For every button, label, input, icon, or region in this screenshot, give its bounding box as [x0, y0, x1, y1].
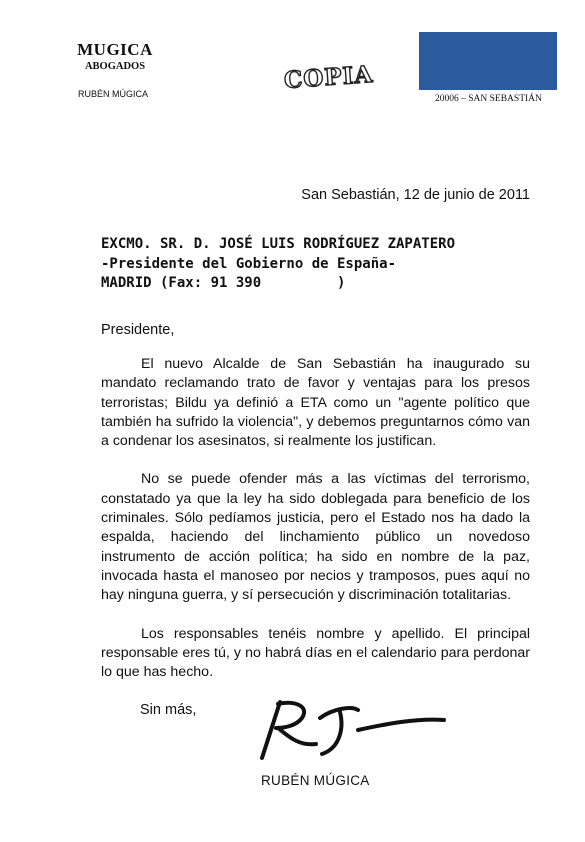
- body-paragraph: El nuevo Alcalde de San Sebastián ha inaugurado su mandato reclamando trato de favor y ventajas para los presos terroristas; Bildu ya definió a ETA como un "agente político que también ha sufrido la violencia", y debemos preguntarnos cómo van a condenar los asesinatos, si realmente los justifican.: [101, 356, 530, 450]
- salutation: Presidente,: [101, 322, 175, 338]
- recipient-line: MADRID (Fax: 91 390 ): [101, 275, 346, 291]
- signer-name: RUBÉN MÚGICA: [261, 773, 370, 788]
- recipient-line: -Presidente del Gobierno de España-: [101, 255, 397, 272]
- postal-code: 20006 – SAN SEBASTIÁN: [435, 94, 542, 104]
- body-paragraph: Los responsables tenéis nombre y apellido. El principal responsable eres tú, y no habrá días en el calendario para perdonar lo que has hecho.: [101, 625, 530, 681]
- closing: Sin más,: [140, 702, 197, 718]
- body-paragraph: No se puede ofender más a las víctimas del terrorismo, constatado ya que la ley ha sido doblegada para beneficio de los criminales. Sólo pedíamos justicia, pero el Estado nos ha dado la espalda, haciendo del linchamiento público un novedoso instrumento de acción política; ha sido en nombre de la paz, invocada hasta el manoseo por necios y tramposos, pues aquí no hay ninguna guerra, y sí persecución y discriminación totalitarias.: [101, 471, 530, 604]
- firm-name: MUGICA: [77, 40, 153, 59]
- firm-subtitle: ABOGADOS: [84, 61, 146, 72]
- handwritten-signature: [248, 692, 448, 767]
- redacted-address-block: [419, 32, 557, 90]
- copy-stamp: COPIA: [283, 60, 375, 95]
- recipient-line: EXCMO. SR. D. JOSÉ LUIS RODRÍGUEZ ZAPATERO: [101, 236, 456, 252]
- letter-body: [101, 355, 530, 701]
- letterhead-firm: [70, 40, 160, 72]
- letter-date: San Sebastián, 12 de junio de 2011: [301, 187, 530, 203]
- recipient-block: [101, 235, 455, 294]
- firm-person: RUBÉN MÚGICA: [78, 89, 149, 99]
